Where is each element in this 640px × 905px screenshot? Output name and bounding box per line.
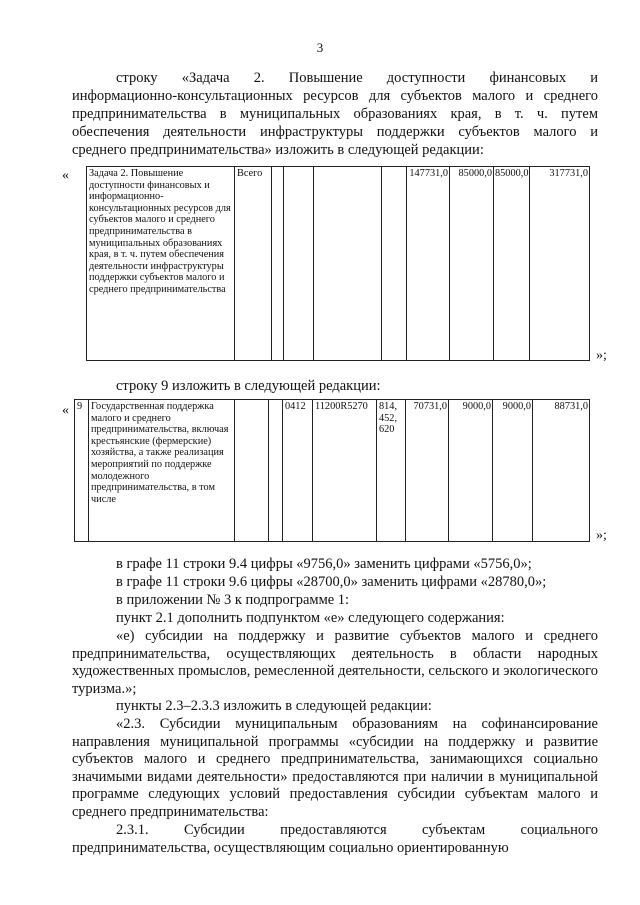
table-1-value-2: 85000,0 [450,167,494,361]
body-line-4: пункт 2.1 дополнить подпунктом «е» следующего содержания: [116,610,505,626]
table-2-close-quote: »; [596,528,607,543]
paragraph-2: строку 9 изложить в следующей редакции: [116,378,381,394]
table-1-empty-cell [382,167,407,361]
table-1-empty-cell [272,167,284,361]
table-1-executor-cell: Всего [235,167,272,361]
paragraph-1-line-1: строку «Задача 2. Повышение доступности финансовых и [116,70,598,86]
body-paragraph-7: «2.3. Субсидии муниципальным образованиям на софинансирование направления муниципальной программы «субсидии на поддержку и развитие субъектов малого и среднего предпринимательства, занимающихся социально значимыми видами деятельности» предоставляются при наличии в муниципальной программе следующих условий предоставления субсидии субъектам малого и среднего предпринимательства: [72,716,598,820]
paragraph-1-line-2: информационно-консультационных ресурсов для субъектов малого и среднего [72,88,598,104]
table-1-value-1: 147731,0 [407,167,450,361]
body-line-3: в приложении № 3 к подпрограмме 1: [116,592,350,608]
table-2-row [75,400,590,542]
table-2-value-4: 88731,0 [533,400,590,542]
table-1-value-3: 85000,0 [494,167,530,361]
table-1-row [87,167,590,361]
body-paragraph-5: «е) субсидии на поддержку и развитие субъектов малого и среднего предпринимательства, осуществляющих деятельность в области народных художественных промыслов, ремесленной деятельности, сельского и экологического туризма.»; [72,628,598,697]
body-line-1: в графе 11 строки 9.4 цифры «9756,0» заменить цифрами «5756,0»; [116,556,532,572]
table-2-value-3: 9000,0 [493,400,533,542]
table-1-empty-cell [284,167,314,361]
table-2-open-quote: « [62,403,69,418]
table-2-value-1: 70731,0 [406,400,449,542]
table-2-vr-cell: 814, 452, 620 [377,400,406,542]
body-paragraph-8: 2.3.1. Субсидии предоставляются субъектам социального предпринимательства, осуществляющим социально ориентированную [72,822,598,856]
table-2-csr-cell: 11200R5270 [313,400,377,542]
table-1-value-4: 317731,0 [530,167,590,361]
page-number: 3 [316,40,324,55]
paragraph-1-line-5: среднего предпринимательства» изложить в следующей редакции: [72,142,484,158]
table-2-grbs-cell: 0412 [283,400,313,542]
table-2-no-cell: 9 [75,400,89,542]
table-2-empty-cell [235,400,269,542]
table-2 [74,399,590,542]
body-line-6: пункты 2.3–2.3.3 изложить в следующей редакции: [116,698,432,714]
table-1-empty-cell [314,167,382,361]
body-line-2: в графе 11 строки 9.6 цифры «28700,0» заменить цифрами «28780,0»; [116,574,547,590]
table-1 [86,166,590,361]
table-1-name-cell: Задача 2. Повышение доступности финансовых и информационно-консультационных ресурсов для субъектов малого и среднего предпринимательства в муниципальных образованиях края, в т. ч. путем обеспечения деятельности инфраструктуры поддержки субъектов малого и среднего предпринимательства [87,167,235,361]
table-1-open-quote: « [62,168,69,183]
table-2-name-cell: Государственная поддержка малого и среднего предпринимательства, включая крестьянские (фермерские) хозяйства, а также реализация мероприятий по поддержке молодежного предпринимательства, в том числе [89,400,235,542]
paragraph-1-line-3: предпринимательства в муниципальных образованиях края, в т. ч. путем [72,106,598,122]
table-2-empty-cell [269,400,283,542]
table-1-close-quote: »; [596,348,607,363]
paragraph-1-line-4: обеспечения деятельности инфраструктуры поддержки субъектов малого и [72,124,598,140]
table-2-value-2: 9000,0 [449,400,493,542]
